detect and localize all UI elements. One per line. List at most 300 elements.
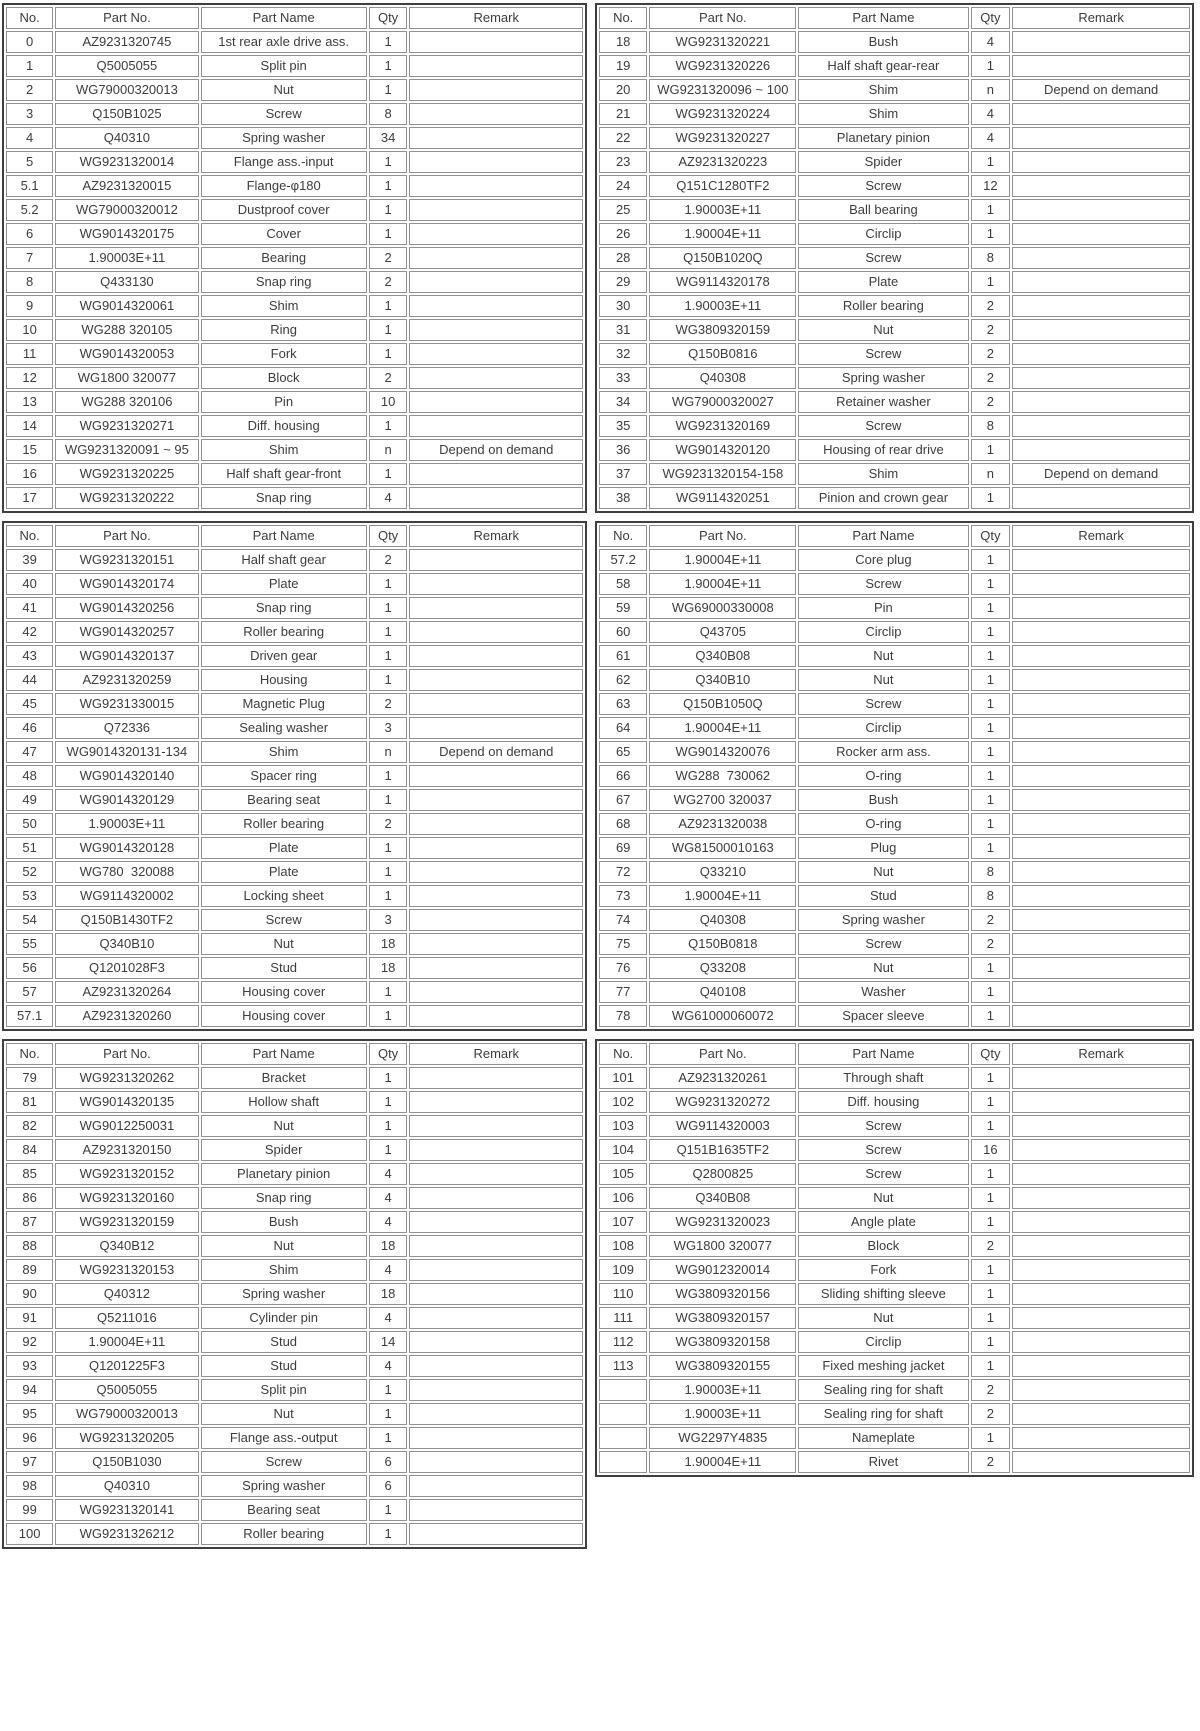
cell-qty: 1 bbox=[369, 55, 408, 77]
cell-remark bbox=[409, 885, 583, 907]
cell-part-no: WG9014320131-134 bbox=[55, 741, 198, 763]
cell-no: 97 bbox=[6, 1451, 53, 1473]
cell-no: 21 bbox=[599, 103, 647, 125]
cell-part-no: WG9014320076 bbox=[649, 741, 796, 763]
table-row bbox=[599, 1427, 1190, 1449]
cell-part-name: O-ring bbox=[798, 813, 968, 835]
cell-part-no: WG9231320262 bbox=[55, 1067, 198, 1089]
cell-remark bbox=[409, 247, 583, 269]
cell-part-name: Snap ring bbox=[201, 487, 367, 509]
table-row bbox=[599, 573, 1190, 595]
cell-qty: 2 bbox=[971, 295, 1011, 317]
cell-part-no: AZ9231320745 bbox=[55, 31, 198, 53]
cell-no: 51 bbox=[6, 837, 53, 859]
cell-qty: 6 bbox=[369, 1451, 408, 1473]
cell-part-no: WG3809320158 bbox=[649, 1331, 796, 1353]
cell-remark bbox=[1012, 1067, 1190, 1089]
table-row bbox=[599, 645, 1190, 667]
cell-remark bbox=[409, 199, 583, 221]
cell-no: 17 bbox=[6, 487, 53, 509]
cell-part-no: WG9231320272 bbox=[649, 1091, 796, 1113]
table-row bbox=[6, 717, 583, 739]
cell-part-name: Nut bbox=[201, 1235, 367, 1257]
cell-remark bbox=[409, 837, 583, 859]
cell-no bbox=[599, 1403, 647, 1425]
cell-part-no: WG9231320225 bbox=[55, 463, 198, 485]
cell-remark bbox=[409, 1307, 583, 1329]
table-row bbox=[599, 549, 1190, 571]
cell-part-no: Q2800825 bbox=[649, 1163, 796, 1185]
cell-part-no: WG9231320154-158 bbox=[649, 463, 796, 485]
cell-remark bbox=[1012, 597, 1190, 619]
cell-no: 94 bbox=[6, 1379, 53, 1401]
cell-remark bbox=[409, 487, 583, 509]
cell-qty: 1 bbox=[369, 199, 408, 221]
cell-part-name: Spring washer bbox=[201, 1475, 367, 1497]
cell-remark bbox=[409, 573, 583, 595]
table-row bbox=[599, 861, 1190, 883]
cell-remark bbox=[409, 103, 583, 125]
cell-qty: 1 bbox=[971, 693, 1011, 715]
cell-qty: 1 bbox=[971, 1115, 1011, 1137]
cell-remark bbox=[409, 175, 583, 197]
col-header-no: No. bbox=[599, 7, 647, 29]
cell-qty: 2 bbox=[369, 271, 408, 293]
cell-qty: 8 bbox=[971, 885, 1011, 907]
cell-remark bbox=[409, 789, 583, 811]
table-row bbox=[6, 669, 583, 691]
cell-remark bbox=[1012, 151, 1190, 173]
cell-part-no: Q1201028F3 bbox=[55, 957, 198, 979]
cell-part-no: AZ9231320259 bbox=[55, 669, 198, 691]
cell-qty: 2 bbox=[369, 367, 408, 389]
cell-no: 74 bbox=[599, 909, 647, 931]
cell-part-no: WG9014320128 bbox=[55, 837, 198, 859]
cell-part-name: Bracket bbox=[201, 1067, 367, 1089]
cell-qty: 2 bbox=[971, 1403, 1011, 1425]
cell-part-name: Screw bbox=[798, 933, 968, 955]
cell-part-name: Screw bbox=[201, 909, 367, 931]
cell-part-no: AZ9231320150 bbox=[55, 1139, 198, 1161]
cell-no: 99 bbox=[6, 1499, 53, 1521]
cell-remark bbox=[1012, 1163, 1190, 1185]
cell-no: 98 bbox=[6, 1475, 53, 1497]
cell-remark bbox=[409, 1163, 583, 1185]
cell-part-no: 1.90003E+11 bbox=[649, 295, 796, 317]
col-header-part-name: Part Name bbox=[798, 7, 968, 29]
cell-part-name: Screw bbox=[798, 1115, 968, 1137]
cell-part-no: WG9231320271 bbox=[55, 415, 198, 437]
table-row bbox=[599, 367, 1190, 389]
cell-remark bbox=[409, 1211, 583, 1233]
table-row bbox=[599, 621, 1190, 643]
cell-remark bbox=[409, 367, 583, 389]
cell-remark bbox=[1012, 415, 1190, 437]
cell-part-no: WG2700 320037 bbox=[649, 789, 796, 811]
cell-remark bbox=[1012, 549, 1190, 571]
cell-part-name: Shim bbox=[798, 463, 968, 485]
cell-part-name: Core plug bbox=[798, 549, 968, 571]
table-row bbox=[599, 1379, 1190, 1401]
col-header-part-name: Part Name bbox=[201, 1043, 367, 1065]
cell-part-no: 1.90003E+11 bbox=[649, 1379, 796, 1401]
table-row bbox=[599, 669, 1190, 691]
cell-qty: 1 bbox=[971, 813, 1011, 835]
cell-part-no: AZ9231320264 bbox=[55, 981, 198, 1003]
table-row bbox=[6, 909, 583, 931]
cell-part-no: 1.90004E+11 bbox=[649, 573, 796, 595]
cell-qty: 1 bbox=[971, 1187, 1011, 1209]
table-row bbox=[599, 909, 1190, 931]
cell-qty: 1 bbox=[971, 549, 1011, 571]
cell-part-name: Nut bbox=[798, 319, 968, 341]
cell-qty: 1 bbox=[971, 621, 1011, 643]
cell-qty: 1 bbox=[369, 669, 408, 691]
cell-remark bbox=[409, 1187, 583, 1209]
cell-no: 5.1 bbox=[6, 175, 53, 197]
cell-no: 0 bbox=[6, 31, 53, 53]
table-row bbox=[599, 55, 1190, 77]
parts-table-mid-right bbox=[595, 521, 1194, 1031]
cell-remark bbox=[1012, 909, 1190, 931]
cell-part-name: Nut bbox=[201, 1115, 367, 1137]
cell-remark bbox=[409, 1523, 583, 1545]
cell-no: 85 bbox=[6, 1163, 53, 1185]
cell-remark bbox=[1012, 103, 1190, 125]
cell-remark bbox=[409, 957, 583, 979]
table-row bbox=[6, 79, 583, 101]
table-row bbox=[6, 247, 583, 269]
cell-part-no: Q40108 bbox=[649, 981, 796, 1003]
cell-part-name: Shim bbox=[798, 103, 968, 125]
header-row bbox=[6, 1043, 583, 1065]
cell-remark bbox=[1012, 765, 1190, 787]
cell-part-no: WG9231320096 ~ 100 bbox=[649, 79, 796, 101]
cell-remark bbox=[1012, 1403, 1190, 1425]
cell-no: 23 bbox=[599, 151, 647, 173]
cell-part-name: Flange ass.-input bbox=[201, 151, 367, 173]
cell-part-name: Snap ring bbox=[201, 271, 367, 293]
cell-part-name: Retainer washer bbox=[798, 391, 968, 413]
cell-part-no: Q150B1020Q bbox=[649, 247, 796, 269]
cell-no: 5 bbox=[6, 151, 53, 173]
cell-part-no: Q340B10 bbox=[649, 669, 796, 691]
cell-part-name: Roller bearing bbox=[201, 621, 367, 643]
table-row bbox=[6, 1115, 583, 1137]
table-row bbox=[599, 1307, 1190, 1329]
cell-remark bbox=[409, 1427, 583, 1449]
cell-part-no: Q150B1030 bbox=[55, 1451, 198, 1473]
col-header-part-no: Part No. bbox=[55, 1043, 198, 1065]
cell-part-name: Half shaft gear bbox=[201, 549, 367, 571]
col-header-no: No. bbox=[599, 525, 647, 547]
cell-part-name: Roller bearing bbox=[201, 813, 367, 835]
cell-remark bbox=[1012, 645, 1190, 667]
cell-part-no: 1.90004E+11 bbox=[649, 1451, 796, 1473]
table-row bbox=[599, 343, 1190, 365]
cell-no: 40 bbox=[6, 573, 53, 595]
cell-qty: 2 bbox=[971, 319, 1011, 341]
col-header-qty: Qty bbox=[971, 1043, 1011, 1065]
col-header-remark: Remark bbox=[1012, 1043, 1190, 1065]
cell-part-name: Circlip bbox=[798, 717, 968, 739]
table-row bbox=[6, 1307, 583, 1329]
col-header-no: No. bbox=[6, 1043, 53, 1065]
table-row bbox=[599, 463, 1190, 485]
cell-no: 88 bbox=[6, 1235, 53, 1257]
cell-qty: 1 bbox=[369, 789, 408, 811]
cell-part-name: Shim bbox=[798, 79, 968, 101]
cell-qty: 2 bbox=[971, 343, 1011, 365]
cell-qty: 1 bbox=[369, 151, 408, 173]
cell-part-no: Q40308 bbox=[649, 367, 796, 389]
cell-no: 1 bbox=[6, 55, 53, 77]
table-row bbox=[6, 391, 583, 413]
cell-part-name: Stud bbox=[201, 957, 367, 979]
cell-qty: 1 bbox=[971, 199, 1011, 221]
cell-remark bbox=[1012, 271, 1190, 293]
cell-part-name: Nut bbox=[798, 1307, 968, 1329]
table-row bbox=[6, 1499, 583, 1521]
cell-no: 22 bbox=[599, 127, 647, 149]
cell-remark bbox=[409, 151, 583, 173]
cell-remark bbox=[409, 1331, 583, 1353]
cell-part-no: WG9114320251 bbox=[649, 487, 796, 509]
col-header-part-no: Part No. bbox=[55, 7, 198, 29]
cell-remark bbox=[1012, 1139, 1190, 1161]
cell-remark bbox=[1012, 127, 1190, 149]
cell-part-no: WG9231320221 bbox=[649, 31, 796, 53]
cell-remark bbox=[1012, 1187, 1190, 1209]
cell-part-no: Q150B0818 bbox=[649, 933, 796, 955]
table-row bbox=[599, 1211, 1190, 1233]
cell-part-name: Bush bbox=[201, 1211, 367, 1233]
cell-qty: 1 bbox=[971, 1211, 1011, 1233]
cell-part-no: 1.90003E+11 bbox=[55, 813, 198, 835]
table-row bbox=[6, 861, 583, 883]
table-row bbox=[599, 175, 1190, 197]
cell-qty: 16 bbox=[971, 1139, 1011, 1161]
cell-remark bbox=[1012, 343, 1190, 365]
cell-qty: 1 bbox=[369, 1115, 408, 1137]
table-row bbox=[6, 597, 583, 619]
cell-no bbox=[599, 1379, 647, 1401]
cell-part-no: WG9231326212 bbox=[55, 1523, 198, 1545]
cell-part-name: Housing cover bbox=[201, 981, 367, 1003]
cell-part-name: Screw bbox=[798, 693, 968, 715]
cell-qty: 2 bbox=[369, 693, 408, 715]
cell-remark bbox=[409, 1139, 583, 1161]
cell-remark bbox=[1012, 1283, 1190, 1305]
cell-qty: 4 bbox=[971, 103, 1011, 125]
table-row bbox=[6, 813, 583, 835]
cell-part-no: AZ9231320260 bbox=[55, 1005, 198, 1027]
cell-qty: 2 bbox=[369, 247, 408, 269]
cell-no: 31 bbox=[599, 319, 647, 341]
cell-no: 19 bbox=[599, 55, 647, 77]
cell-part-no: WG9231320160 bbox=[55, 1187, 198, 1209]
cell-qty: 2 bbox=[971, 1235, 1011, 1257]
col-header-no: No. bbox=[6, 7, 53, 29]
cell-qty: 1 bbox=[369, 1091, 408, 1113]
cell-part-no: Q340B08 bbox=[649, 1187, 796, 1209]
cell-no: 54 bbox=[6, 909, 53, 931]
cell-no: 75 bbox=[599, 933, 647, 955]
cell-part-name: Plate bbox=[201, 861, 367, 883]
col-header-part-name: Part Name bbox=[798, 1043, 968, 1065]
cell-part-name: Planetary pinion bbox=[798, 127, 968, 149]
cell-no: 28 bbox=[599, 247, 647, 269]
cell-part-name: Plate bbox=[201, 837, 367, 859]
cell-no: 4 bbox=[6, 127, 53, 149]
cell-remark bbox=[1012, 367, 1190, 389]
cell-part-name: Nut bbox=[798, 957, 968, 979]
table-row bbox=[599, 933, 1190, 955]
cell-no: 81 bbox=[6, 1091, 53, 1113]
cell-part-no: Q340B12 bbox=[55, 1235, 198, 1257]
cell-part-no: Q5005055 bbox=[55, 55, 198, 77]
cell-remark bbox=[409, 1005, 583, 1027]
cell-part-name: Bush bbox=[798, 789, 968, 811]
cell-part-no: 1.90003E+11 bbox=[55, 247, 198, 269]
cell-part-name: Nut bbox=[798, 645, 968, 667]
cell-no: 60 bbox=[599, 621, 647, 643]
cell-qty: 1 bbox=[971, 1283, 1011, 1305]
cell-qty: 8 bbox=[971, 415, 1011, 437]
cell-part-no: WG9114320002 bbox=[55, 885, 198, 907]
cell-part-no: WG288 320106 bbox=[55, 391, 198, 413]
cell-remark bbox=[1012, 1259, 1190, 1281]
cell-no: 47 bbox=[6, 741, 53, 763]
cell-remark bbox=[1012, 861, 1190, 883]
cell-qty: 1 bbox=[369, 765, 408, 787]
cell-part-name: Locking sheet bbox=[201, 885, 367, 907]
col-header-part-no: Part No. bbox=[649, 1043, 796, 1065]
table-row bbox=[6, 1403, 583, 1425]
cell-no: 63 bbox=[599, 693, 647, 715]
cell-no: 56 bbox=[6, 957, 53, 979]
table-row bbox=[6, 693, 583, 715]
table-row bbox=[599, 31, 1190, 53]
parts-table-mid-left bbox=[2, 521, 587, 1031]
cell-no: 46 bbox=[6, 717, 53, 739]
cell-remark bbox=[409, 391, 583, 413]
cell-qty: 1 bbox=[369, 981, 408, 1003]
cell-part-name: Pinion and crown gear bbox=[798, 487, 968, 509]
cell-part-name: Bush bbox=[798, 31, 968, 53]
cell-no: 57.1 bbox=[6, 1005, 53, 1027]
cell-part-name: Washer bbox=[798, 981, 968, 1003]
cell-no: 14 bbox=[6, 415, 53, 437]
table-row bbox=[6, 199, 583, 221]
cell-part-name: Spacer sleeve bbox=[798, 1005, 968, 1027]
table-row bbox=[599, 1139, 1190, 1161]
cell-part-no: Q1201225F3 bbox=[55, 1355, 198, 1377]
cell-qty: 4 bbox=[971, 127, 1011, 149]
cell-no: 104 bbox=[599, 1139, 647, 1161]
cell-part-no: WG9014320061 bbox=[55, 295, 198, 317]
table-row bbox=[6, 933, 583, 955]
cell-part-no: Q151B1635TF2 bbox=[649, 1139, 796, 1161]
cell-no: 77 bbox=[599, 981, 647, 1003]
cell-part-name: Flange ass.-output bbox=[201, 1427, 367, 1449]
cell-qty: 1 bbox=[971, 1355, 1011, 1377]
cell-qty: 3 bbox=[369, 909, 408, 931]
cell-qty: 1 bbox=[369, 1499, 408, 1521]
table-row bbox=[6, 439, 583, 461]
table-row bbox=[6, 573, 583, 595]
cell-part-no: WG9231320023 bbox=[649, 1211, 796, 1233]
table-row bbox=[599, 103, 1190, 125]
table-row bbox=[599, 391, 1190, 413]
cell-part-no: 1.90004E+11 bbox=[55, 1331, 198, 1353]
cell-part-name: Snap ring bbox=[201, 1187, 367, 1209]
col-header-part-no: Part No. bbox=[55, 525, 198, 547]
cell-part-name: Fixed meshing jacket bbox=[798, 1355, 968, 1377]
cell-qty: 4 bbox=[369, 1259, 408, 1281]
cell-part-no: WG3809320159 bbox=[649, 319, 796, 341]
cell-remark bbox=[1012, 621, 1190, 643]
table-row bbox=[6, 741, 583, 763]
table-row bbox=[599, 1451, 1190, 1473]
cell-qty: 1 bbox=[369, 79, 408, 101]
cell-part-name: Ring bbox=[201, 319, 367, 341]
cell-no: 61 bbox=[599, 645, 647, 667]
table-row bbox=[599, 127, 1190, 149]
cell-remark bbox=[409, 765, 583, 787]
cell-part-no: WG9014320053 bbox=[55, 343, 198, 365]
cell-part-no: WG9014320120 bbox=[649, 439, 796, 461]
cell-no: 16 bbox=[6, 463, 53, 485]
cell-part-name: Screw bbox=[798, 415, 968, 437]
cell-qty: 1 bbox=[369, 1427, 408, 1449]
cell-no: 110 bbox=[599, 1283, 647, 1305]
table-row bbox=[6, 1235, 583, 1257]
cell-no: 36 bbox=[599, 439, 647, 461]
cell-no: 89 bbox=[6, 1259, 53, 1281]
cell-part-name: 1st rear axle drive ass. bbox=[201, 31, 367, 53]
cell-no: 91 bbox=[6, 1307, 53, 1329]
cell-qty: 3 bbox=[369, 717, 408, 739]
cell-remark bbox=[409, 981, 583, 1003]
table-row bbox=[599, 717, 1190, 739]
cell-no: 41 bbox=[6, 597, 53, 619]
table-row bbox=[6, 1211, 583, 1233]
cell-remark bbox=[409, 271, 583, 293]
cell-remark bbox=[1012, 1211, 1190, 1233]
table-row bbox=[6, 981, 583, 1003]
cell-part-no: WG9231320152 bbox=[55, 1163, 198, 1185]
cell-part-name: Nut bbox=[798, 1187, 968, 1209]
cell-no bbox=[599, 1427, 647, 1449]
header-row bbox=[6, 7, 583, 29]
cell-part-no: AZ9231320223 bbox=[649, 151, 796, 173]
cell-qty: 1 bbox=[971, 151, 1011, 173]
cell-qty: 8 bbox=[971, 247, 1011, 269]
cell-remark bbox=[409, 1067, 583, 1089]
cell-remark bbox=[1012, 1355, 1190, 1377]
cell-remark bbox=[409, 861, 583, 883]
cell-part-no: WG9114320003 bbox=[649, 1115, 796, 1137]
cell-qty: 4 bbox=[971, 31, 1011, 53]
cell-part-no: WG9231320153 bbox=[55, 1259, 198, 1281]
cell-qty: 2 bbox=[971, 933, 1011, 955]
table-row bbox=[599, 1163, 1190, 1185]
table-row bbox=[6, 1379, 583, 1401]
cell-part-no: WG9231320091 ~ 95 bbox=[55, 439, 198, 461]
table-row bbox=[6, 295, 583, 317]
cell-part-no: WG9014320135 bbox=[55, 1091, 198, 1113]
